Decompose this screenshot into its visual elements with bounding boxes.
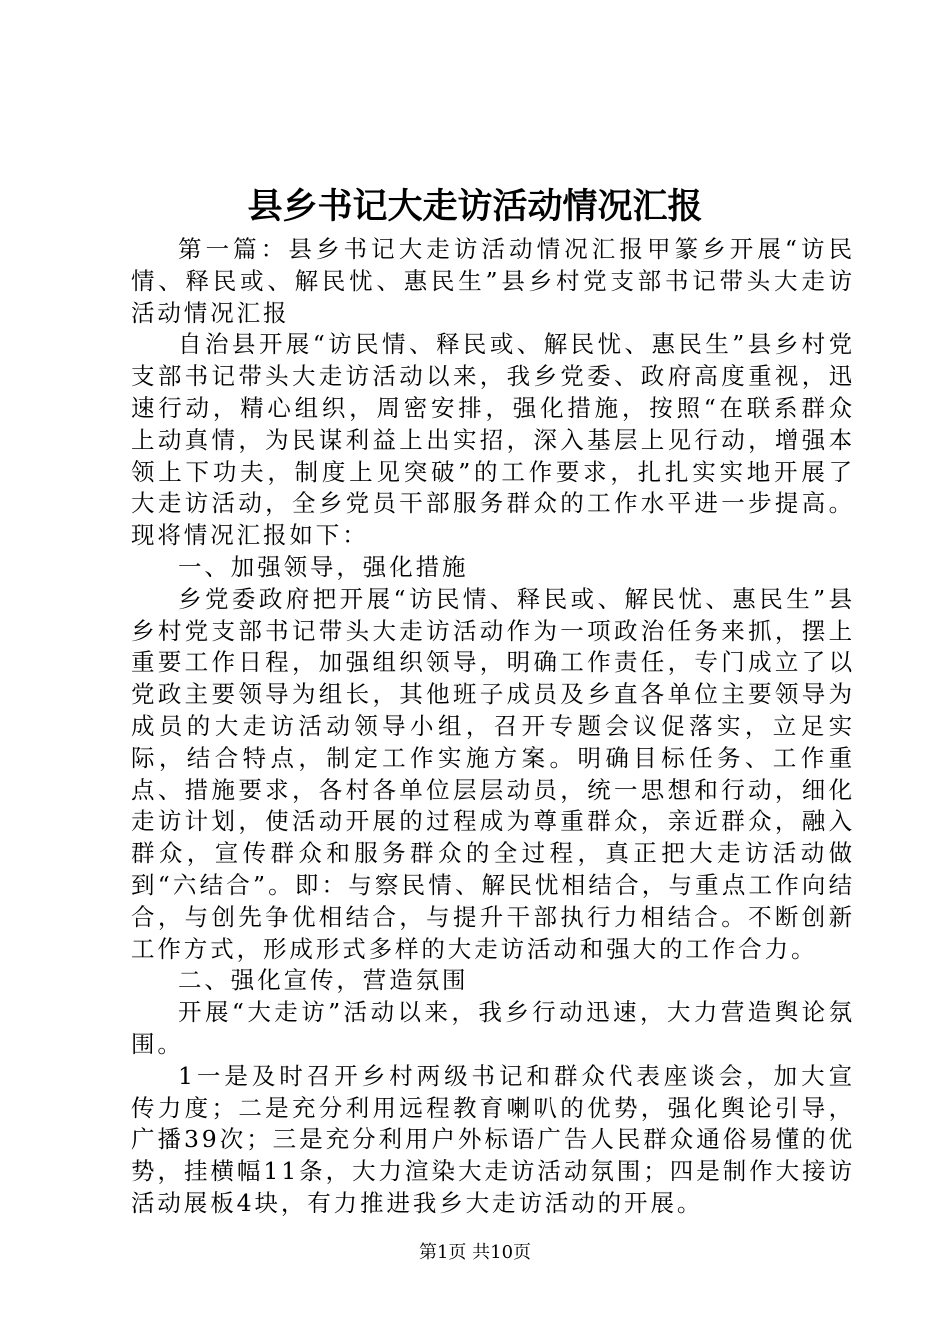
section-heading-2: 二、强化宣传，营造氛围 bbox=[178, 966, 469, 995]
section-heading-1: 一、加强领导，强化措施 bbox=[178, 552, 469, 581]
document-title: 县乡书记大走访活动情况汇报 bbox=[247, 186, 703, 227]
paragraph-section-2a: 开展“大走访”活动以来，我乡行动迅速，大力营造舆论氛围。 bbox=[131, 998, 855, 1058]
document-body bbox=[131, 234, 855, 1220]
paragraph-intro: 第一篇：县乡书记大走访活动情况汇报甲篆乡开展“访民情、释民或、解民忧、惠民生”县乡村党支部书记带头大走访活动情况汇报 bbox=[131, 235, 855, 327]
paragraph-section-2b: 1一是及时召开乡村两级书记和群众代表座谈会，加大宣传力度；二是充分利用远程教育喇叭的优势，强化舆论引导，广播39次；三是充分利用户外标语广告人民群众通俗易懂的优势，挂横幅11条，大力渲染大走访活动氛围；四是制作大接访活动展板4块，有力推进我乡大走访活动的开展。 bbox=[131, 1061, 855, 1217]
paragraph-overview: 自治县开展“访民情、释民或、解民忧、惠民生”县乡村党支部书记带头大走访活动以来，我乡党委、政府高度重视，迅速行动，精心组织，周密安排，强化措施，按照“在联系群众上动真情，为民谋利益上出实招，深入基层上见行动，增强本领上下功夫，制度上见突破”的工作要求，扎扎实实地开展了大走访活动，全乡党员干部服务群众的工作水平进一步提高。现将情况汇报如下： bbox=[131, 330, 855, 550]
page-footer: 第1页 共10页 bbox=[418, 1242, 532, 1263]
paragraph-section-1: 乡党委政府把开展“访民情、释民或、解民忧、惠民生”县乡村党支部书记带头大走访活动作为一项政治任务来抓，摆上重要工作日程，加强组织领导，明确工作责任，专门成立了以党政主要领导为组长，其他班子成员及乡直各单位主要领导为成员的大走访活动领导小组，召开专题会议促落实，立足实际，结合特点，制定工作实施方案。明确目标任务、工作重点、措施要求，各村各单位层层动员，统一思想和行动，细化走访计划，使活动开展的过程成为尊重群众，亲近群众，融入群众，宣传群众和服务群众的全过程，真正把大走访活动做到“六结合”。即：与察民情、解民忧相结合，与重点工作向结合，与创先争优相结合，与提升干部执行力相结合。不断创新工作方式，形成形式多样的大走访活动和强大的工作合力。 bbox=[131, 584, 855, 963]
